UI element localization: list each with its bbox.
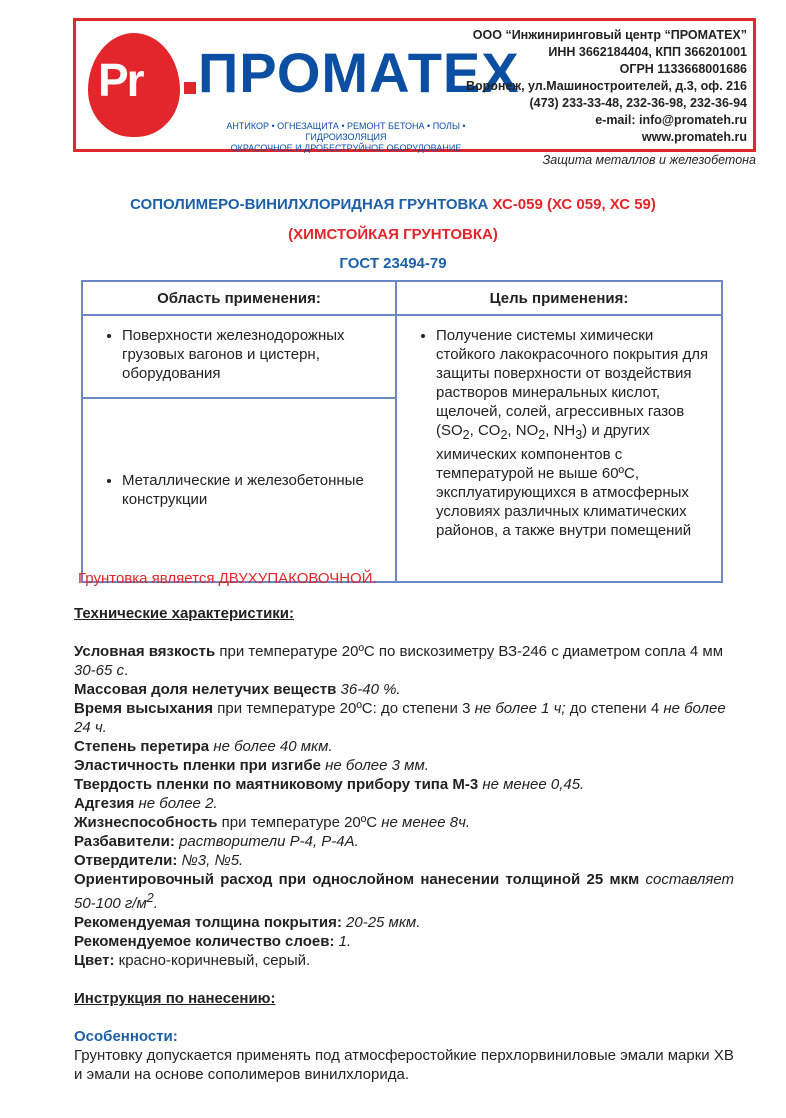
letterhead	[73, 18, 756, 152]
purpose-item: • Получение системы химически стойкого лакокрасочного покрытия для защиты поверхности от воздействия растворов минеральных кислот, щелочей, солей, агрессивных газов ($SO_2$, $CO_2$, $NO_2$, $NH_3$) и других химических компонентов с температурой не выше 60ºС, эксплуатирующихся в атмосферных условиях различных климатических районов, а также внутри помещений	[436, 326, 713, 540]
logo-word-text: ПРОМАТЕХ	[198, 41, 520, 104]
company-site: www.promateh.ru	[641, 130, 747, 144]
spec-elasticity: Эластичность пленки при изгибе не более 3 мм.	[74, 757, 429, 774]
company-name: ООО “Инжиниринговый центр “ПРОМАТЕХ”	[472, 28, 747, 42]
company-inn: ИНН 3662184404, КПП 366201001	[548, 45, 747, 59]
product-title-code: ХС-059 (ХС 059, ХС 59)	[492, 196, 656, 213]
application-table	[81, 280, 723, 583]
spec-layers: Рекомендуемое количество слоев: 1.	[74, 933, 352, 950]
company-address: Воронеж, ул.Машиностроителей, д.3, оф. 216	[465, 79, 747, 93]
purpose-cell	[396, 315, 722, 582]
spec-potlife: Жизнеспособность при температуре 20ºС не менее 8ч.	[74, 814, 471, 831]
scope-cell-1	[82, 315, 396, 398]
specs-heading: Технические характеристики:	[74, 605, 295, 622]
scope-cell-2	[82, 398, 396, 582]
spec-nonvolatile: Массовая доля нелетучих веществ 36-40 %.	[74, 681, 401, 698]
product-title-main: СОПОЛИМЕРО-ВИНИЛХЛОРИДНАЯ ГРУНТОВКА	[130, 196, 489, 213]
spec-consumption: Ориентировочный расход при однослойном нанесении толщиной 25 мкм составляет 50-100 $г/м^2$.	[74, 871, 734, 912]
spec-color: Цвет: красно-коричневый, серый.	[74, 952, 311, 969]
logo-subtitle	[186, 121, 506, 154]
scope-item-1: • Поверхности железнодорожных грузовых вагонов и цистерн, оборудования	[122, 326, 394, 383]
company-contacts	[466, 27, 747, 146]
company-email: e-mail: info@promateh.ru	[595, 113, 747, 127]
spec-thinners: Разбавители: растворители Р-4, Р-4А.	[74, 833, 359, 850]
logo-red-square	[184, 82, 196, 94]
two-pack-note: Грунтовка является ДВУХУПАКОВОЧНОЙ.	[78, 570, 377, 587]
features-text: Грунтовку допускается применять под атмосферостойкие перхлорвиниловые эмали марки ХВ и эмали на основе сополимеров винилхлорида.	[74, 1047, 734, 1083]
spec-adhesion: Адгезия не более 2.	[74, 795, 218, 812]
table-header-purpose: Цель применения:	[396, 281, 722, 315]
instructions-heading: Инструкция по нанесению:	[74, 990, 276, 1007]
spec-drying: Время высыхания при температуре 20ºС: до степени 3 не более 1 ч; до степени 4 не более 24 ч.	[74, 700, 726, 736]
logo-sub-line2: ОКРАСОЧНОЕ И ДРОБЕСТРУЙНОЕ ОБОРУДОВАНИЕ	[230, 143, 462, 153]
scope-item-2: • Металлические и железобетонные конструкции	[122, 471, 394, 509]
logo-badge-text: Pr	[98, 54, 143, 106]
spec-grind: Степень перетира не более 40 мкм.	[74, 738, 333, 755]
product-subtitle: (ХИМСТОЙКАЯ ГРУНТОВКА)	[288, 226, 498, 243]
product-title	[0, 196, 786, 213]
table-header-scope: Область применения:	[82, 281, 396, 315]
logo-sub-line1: АНТИКОР • ОГНЕЗАЩИТА • РЕМОНТ БЕТОНА • ПОЛЫ • ГИДРОИЗОЛЯЦИЯ	[226, 121, 466, 142]
logo-badge	[88, 33, 180, 137]
company-phones: (473) 233-33-48, 232-36-98, 232-36-94	[529, 96, 747, 110]
spec-hardness: Твердость пленки по маятниковому прибору типа М-3 не менее 0,45.	[74, 776, 585, 793]
company-ogrn: ОГРН 1133668001686	[619, 62, 747, 76]
spec-hardeners: Отвердители: №3, №5.	[74, 852, 244, 869]
tagline: Защита металлов и железобетона	[542, 153, 756, 167]
specs-body	[74, 604, 734, 1084]
product-gost: ГОСТ 23494-79	[339, 255, 447, 272]
spec-thickness: Рекомендуемая толщина покрытия: 20-25 мкм.	[74, 914, 421, 931]
features-heading: Особенности:	[74, 1028, 178, 1045]
spec-viscosity: Условная вязкость при температуре 20ºС по вискозиметру ВЗ-246 с диаметром сопла 4 мм 30-65 с.	[74, 643, 724, 679]
